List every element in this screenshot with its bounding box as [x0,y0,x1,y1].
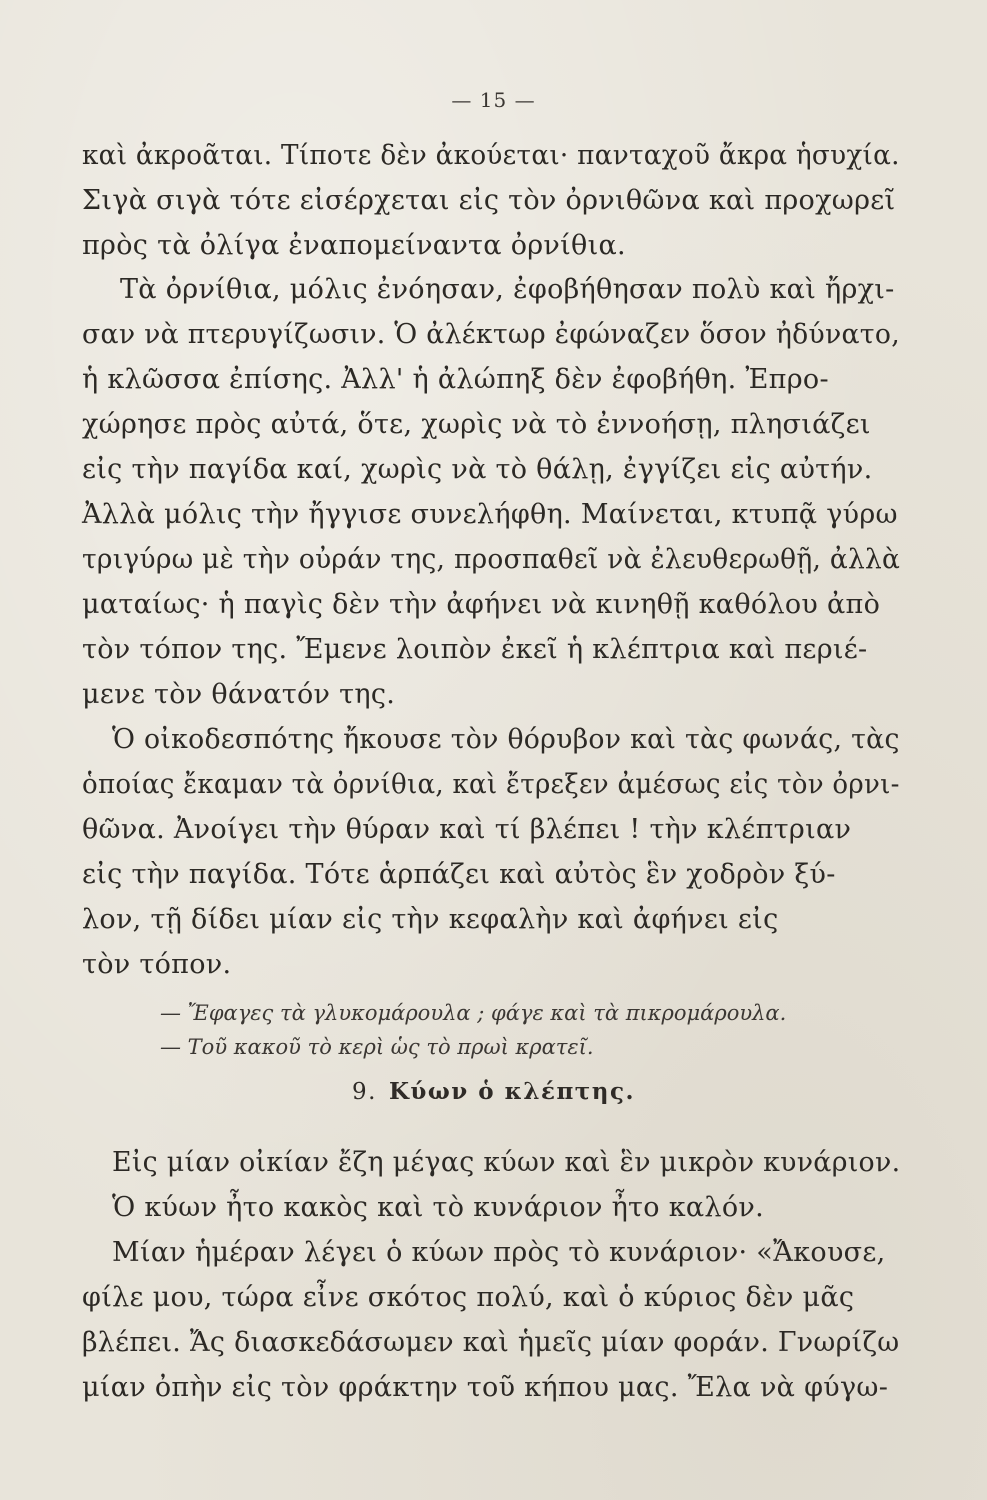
text-line: καὶ ἀκροᾶται. Τίποτε δὲν ἀκούεται· πανταχοῦ ἄκρα ἡσυχία. [82,140,900,171]
text-line: Μίαν ἡμέραν λέγει ὁ κύων πρὸς τὸ κυνάριον· «Ἄκουσε, [112,1237,886,1268]
text-line: πρὸς τὰ ὀλίγα ἐναπομείναντα ὀρνίθια. [82,230,626,261]
proverb-line: — Τοῦ κακοῦ τὸ κερὶ ὡς τὸ πρωὶ κρατεῖ. [160,1035,594,1059]
text-line: χώρησε πρὸς αὐτά, ὅτε, χωρὶς νὰ τὸ ἐννοήσῃ, πλησιάζει [82,409,871,440]
text-line: εἰς τὴν παγίδα. Τότε ἁρπάζει καὶ αὐτὸς ἓν χοδρὸν ξύ- [82,859,836,890]
section-title: Κύων ὁ κλέπτης. [388,1078,635,1105]
text-line: τὸν τόπον. [82,949,232,980]
text-line: εἰς τὴν παγίδα καί, χωρὶς νὰ τὸ θάλῃ, ἐγγίζει εἰς αὐτήν. [82,454,873,485]
text-line: λον, τῇ δίδει μίαν εἰς τὴν κεφαλὴν καὶ ἀφήνει εἰς [82,904,779,935]
text-line: μενε τὸν θάνατόν της. [82,679,396,710]
text-line: Ὁ οἰκοδεσπότης ἤκουσε τὸν θόρυβον καὶ τὰς φωνάς, τὰς [112,724,900,755]
text-line: φίλε μου, τώρα εἶνε σκότος πολύ, καὶ ὁ κύριος δὲν μᾶς [82,1282,855,1313]
text-line: ἡ κλῶσσα ἐπίσης. Ἀλλ' ἡ ἀλώπηξ δὲν ἐφοβήθη. Ἐπρο- [82,364,829,395]
page-number: — 15 — [451,88,536,112]
text-line: μίαν ὀπὴν εἰς τὸν φράκτην τοῦ κήπου μας. Ἔλα νὰ φύγω- [82,1372,889,1403]
text-line: Ὁ κύων ἦτο κακὸς καὶ τὸ κυνάριον ἦτο καλόν. [112,1192,765,1223]
text-line: Σιγὰ σιγὰ τότε εἰσέρχεται εἰς τὸν ὀρνιθῶνα καὶ προχωρεῖ [82,185,896,216]
text-line: Ἀλλὰ μόλις τὴν ἤγγισε συνελήφθη. Μαίνεται, κτυπᾷ γύρω [82,499,898,530]
proverb-line: — Ἔφαγες τὰ γλυκομάρουλα ; φάγε καὶ τὰ πικρομάρουλα. [160,1001,787,1025]
text-line: ματαίως· ἡ παγὶς δὲν τὴν ἀφήνει νὰ κινηθῇ καθόλου ἀπὸ [82,589,881,620]
text-line: Εἰς μίαν οἰκίαν ἔζη μέγας κύων καὶ ἓν μικρὸν κυνάριον. [112,1147,901,1178]
text-line: Τὰ ὀρνίθια, μόλις ἐνόησαν, ἐφοβήθησαν πολὺ καὶ ἤρχι- [120,274,895,305]
section-number: 9. [351,1079,377,1105]
text-line: τριγύρω μὲ τὴν οὐράν της, προσπαθεῖ νὰ ἐλευθερωθῇ, ἀλλὰ [82,544,901,575]
text-line: θῶνα. Ἀνοίγει τὴν θύραν καὶ τί βλέπει ! τὴν κλέπτριαν [82,814,852,845]
text-line: τὸν τόπον της. Ἔμενε λοιπὸν ἐκεῖ ἡ κλέπτρια καὶ περιέ- [82,634,868,665]
text-line: ὁποίας ἔκαμαν τὰ ὀρνίθια, καὶ ἔτρεξεν ἀμέσως εἰς τὸν ὀρνι- [82,769,900,800]
text-line: βλέπει. Ἄς διασκεδάσωμεν καὶ ἡμεῖς μίαν φοράν. Γνωρίζω [82,1327,900,1358]
text-line: σαν νὰ πτερυγίζωσιν. Ὁ ἀλέκτωρ ἐφώναζεν ὅσον ἠδύνατο, [82,319,900,350]
section-heading [0,1078,987,1105]
